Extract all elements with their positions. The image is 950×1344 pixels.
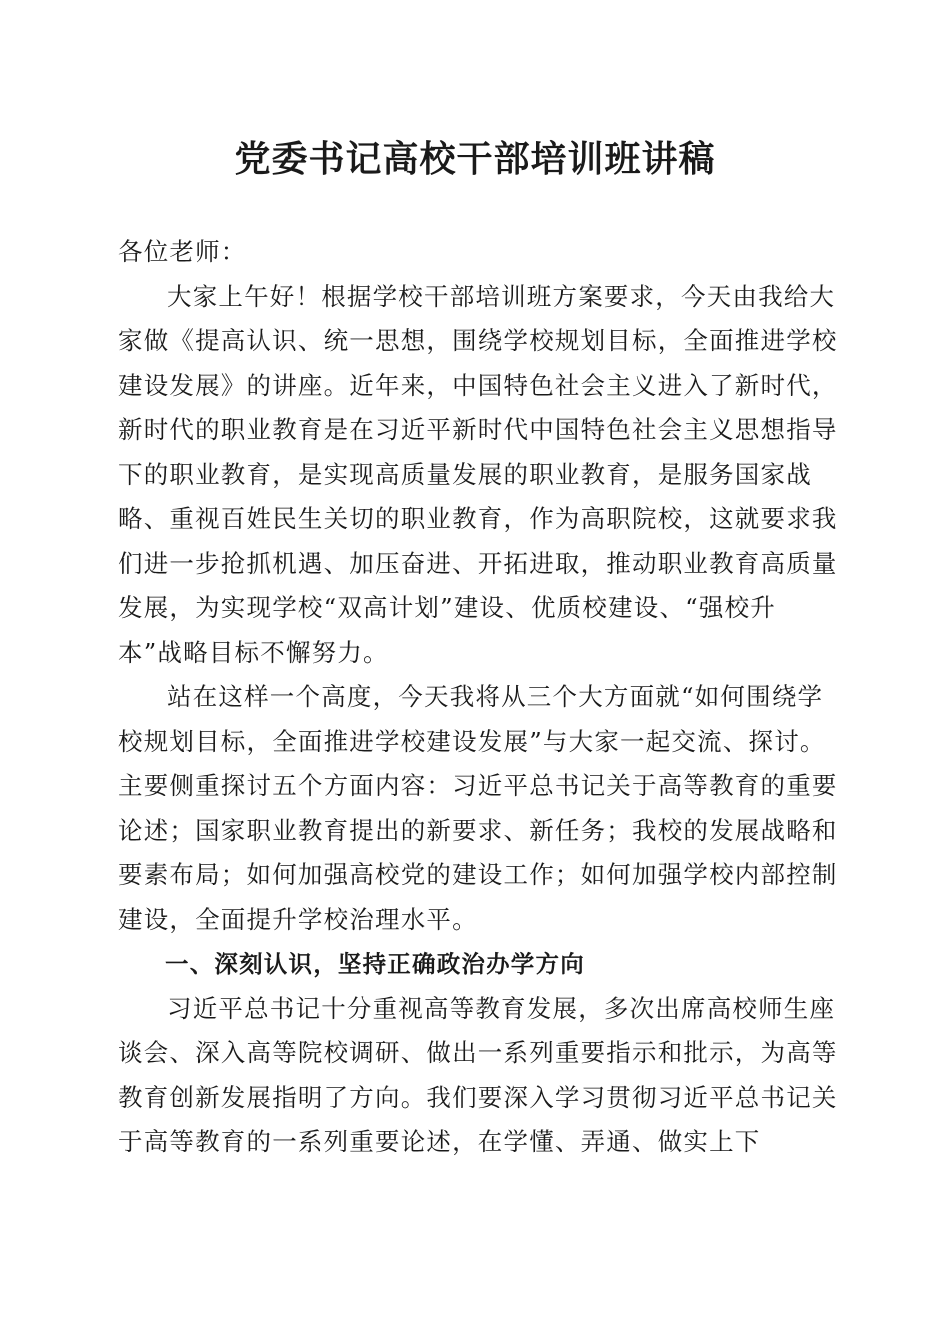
document-body bbox=[118, 230, 838, 1165]
document-title: 党委书记高校干部培训班讲稿 bbox=[234, 138, 716, 180]
paragraph-section-one: 习近平总书记十分重视高等教育发展，多次出席高校师生座谈会、深入高等院校调研、做出一系列重要指示和批示，为高等教育创新发展指明了方向。我们要深入学习贯彻习近平总书记关于高等教育的一系列重要论述，在学懂、弄通、做实上下 bbox=[118, 993, 838, 1156]
salutation: 各位老师： bbox=[118, 237, 247, 266]
paragraph-opening: 大家上午好！根据学校干部培训班方案要求，今天由我给大家做《提高认识、统一思想，围绕学校规划目标，全面推进学校建设发展》的讲座。近年来，中国特色社会主义进入了新时代，新时代的职业教育是在习近平新时代中国特色社会主义思想指导下的职业教育，是实现高质量发展的职业教育，是服务国家战略、重视百姓民生关切的职业教育，作为高职院校，这就要求我们进一步抢抓机遇、加压奋进、开拓进取，推动职业教育高质量发展，为实现学校“双高计划”建设、优质校建设、“强校升本”战略目标不懈努力。 bbox=[118, 281, 838, 667]
paragraph-outline: 站在这样一个高度，今天我将从三个大方面就“如何围绕学校规划目标，全面推进学校建设发展”与大家一起交流、探讨。主要侧重探讨五个方面内容：习近平总书记关于高等教育的重要论述；国家职业教育提出的新要求、新任务；我校的发展战略和要素布局；如何加强高校党的建设工作；如何加强学校内部控制建设，全面提升学校治理水平。 bbox=[118, 682, 838, 934]
section-heading: 一、深刻认识，坚持正确政治办学方向 bbox=[165, 950, 585, 978]
